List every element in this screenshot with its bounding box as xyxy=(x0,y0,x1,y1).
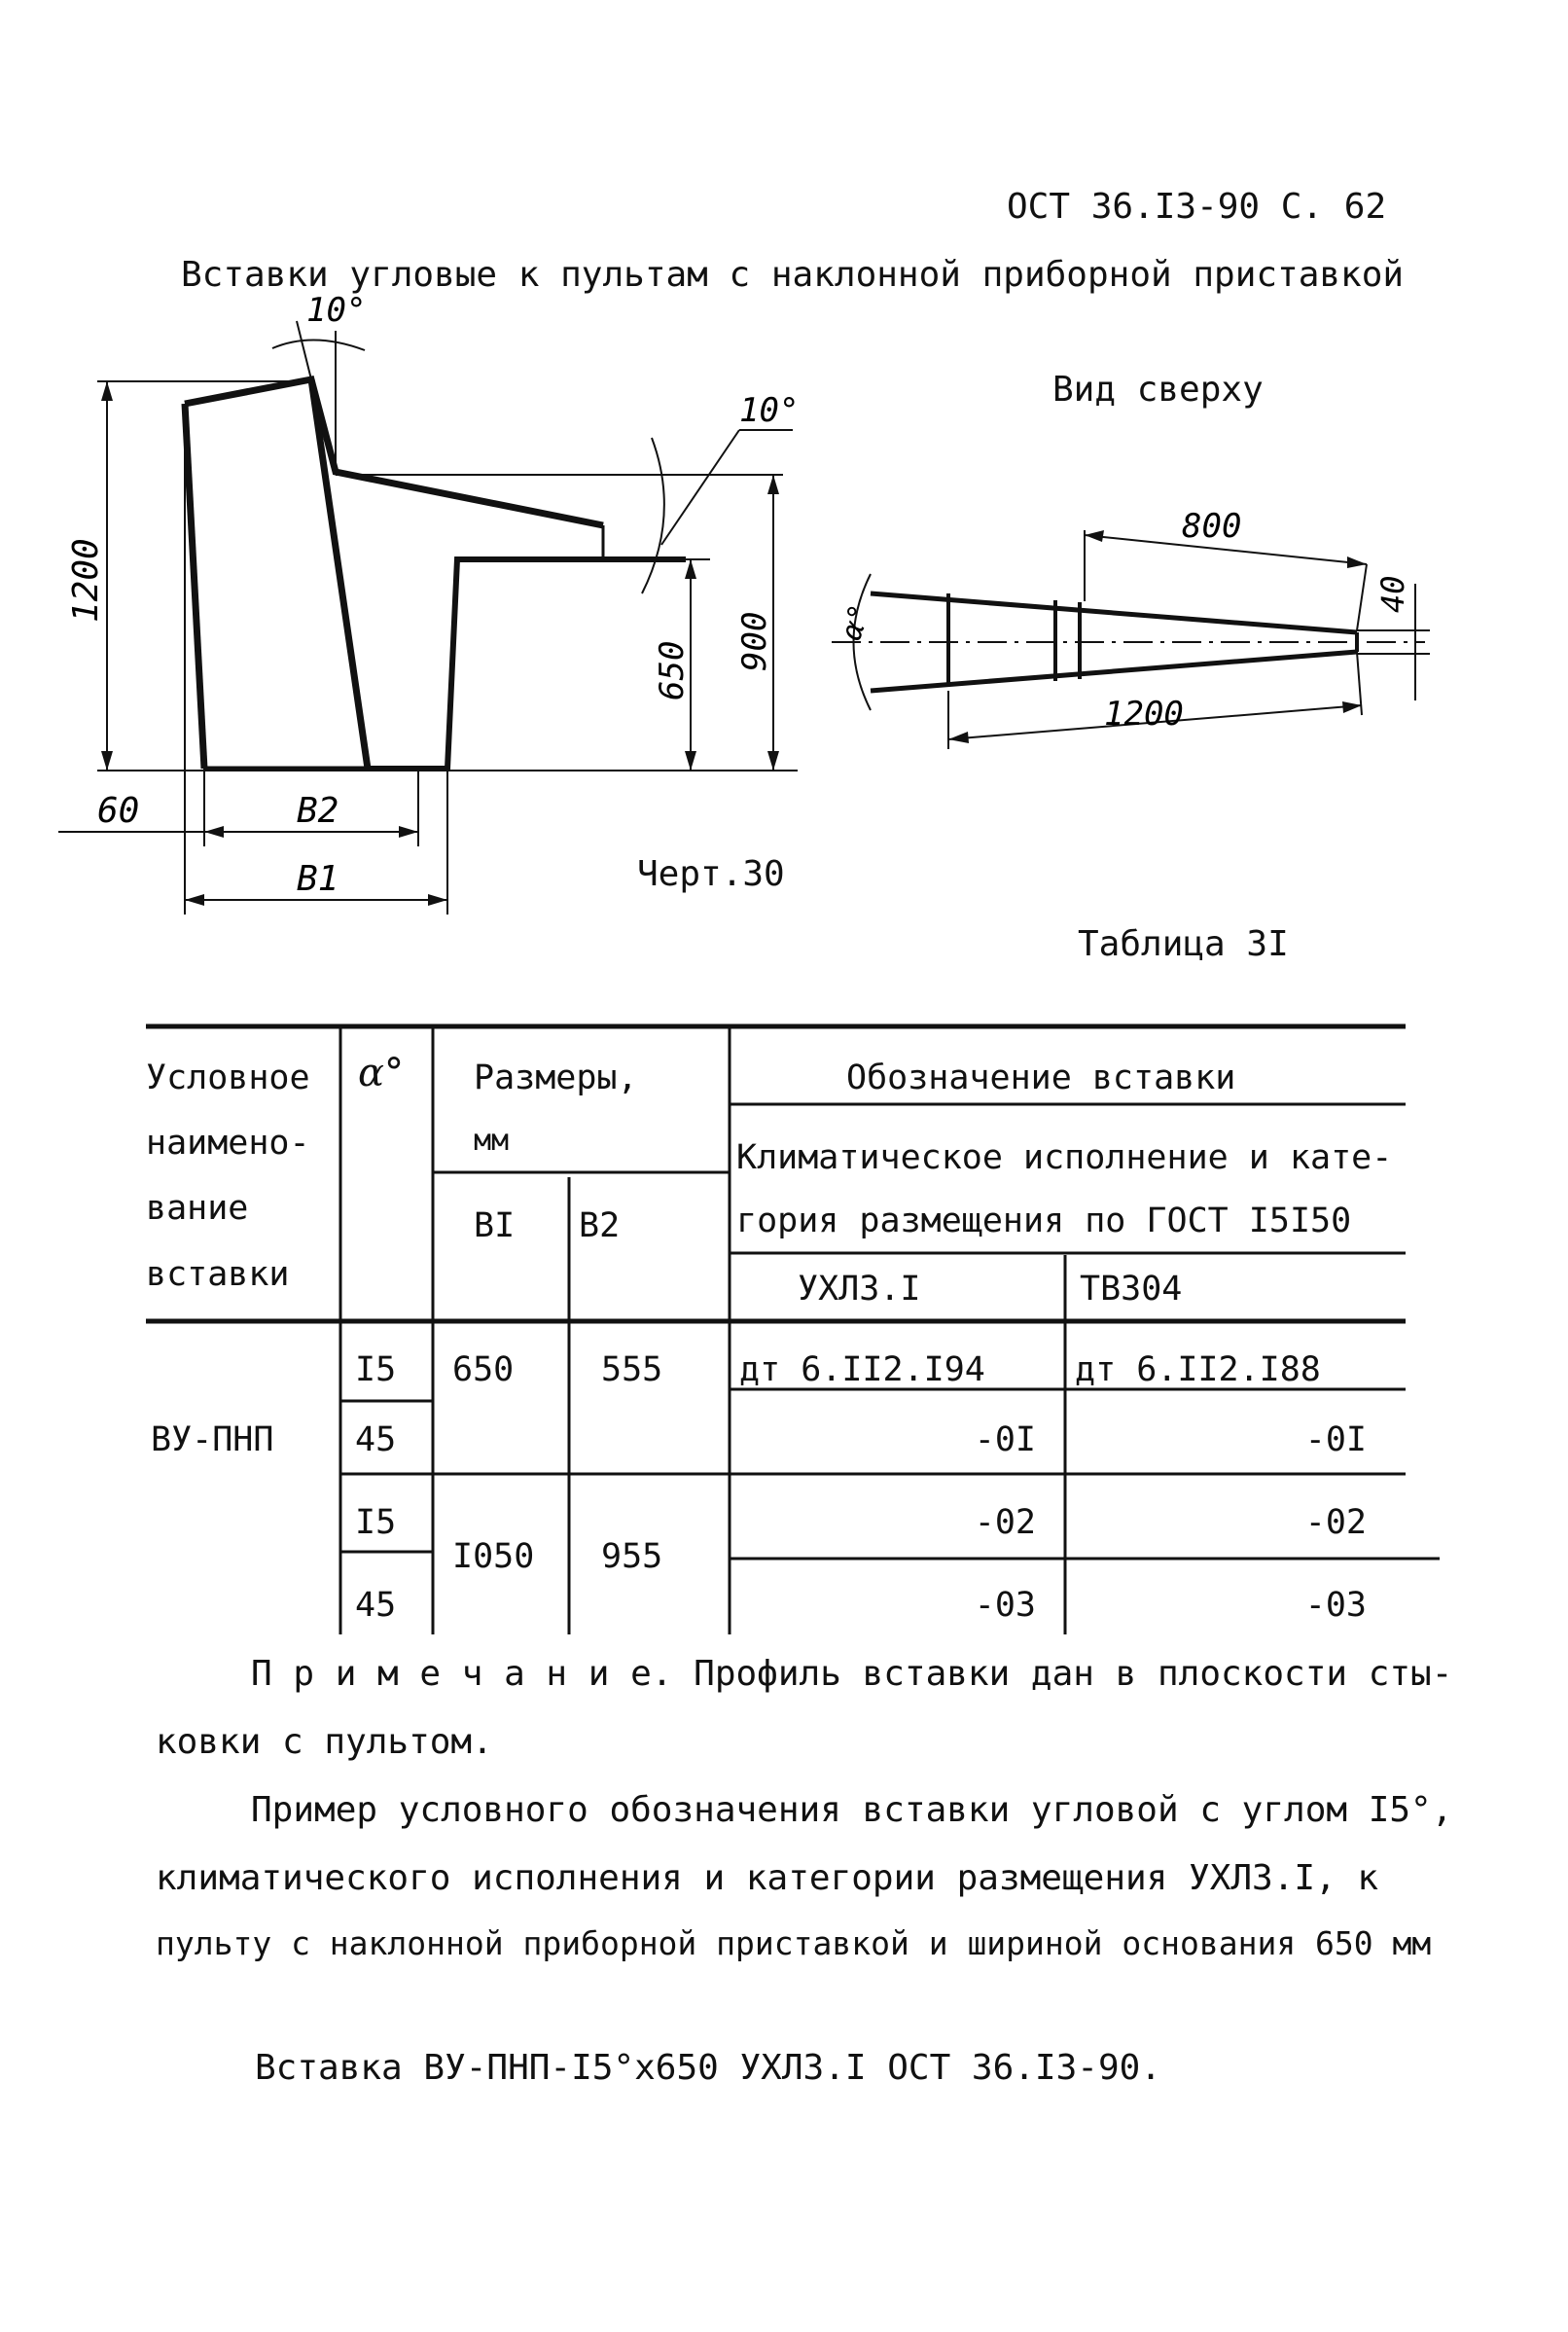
example-line-3: пульту с наклонной приборной приставкой и шириной основания 650 мм xyxy=(156,1924,1432,1962)
row-1-uhl: дт 6.II2.I94 xyxy=(739,1350,985,1389)
row-3-b2: 955 xyxy=(601,1537,663,1576)
profile-left-side xyxy=(185,404,204,769)
example-designation: Вставка ВУ-ПНП-I5°х650 УХЛ3.I ОСТ 36.I3-90. xyxy=(255,2048,1161,2088)
row-4-uhl: -03 xyxy=(974,1586,1036,1625)
header-b2: В2 xyxy=(579,1206,621,1245)
row-3-tv: -02 xyxy=(1304,1503,1367,1542)
header-col-uhl: УХЛ3.I xyxy=(798,1270,921,1309)
dim-b1: В1 xyxy=(297,859,339,899)
row-2-uhl: -0I xyxy=(974,1420,1036,1459)
row-4-alpha: 45 xyxy=(355,1586,397,1625)
row-1-b1: 650 xyxy=(452,1350,515,1389)
top-view-label: Вид сверху xyxy=(1052,370,1264,410)
dim-1200-top: 1200 xyxy=(1104,695,1184,734)
header-name-line-4: вставки xyxy=(146,1255,290,1294)
top-view-drawing xyxy=(812,506,1435,759)
angle-alpha-label: α° xyxy=(834,599,878,645)
header-climate-line-2: гория размещения по ГОСТ I5I50 xyxy=(736,1202,1352,1240)
row-4-tv: -03 xyxy=(1304,1586,1367,1625)
dim-650: 650 xyxy=(653,640,692,700)
header-sizes-line-1: Размеры, xyxy=(474,1058,638,1097)
row-2-tv: -0I xyxy=(1304,1420,1367,1459)
angle-top-label: 10° xyxy=(306,292,367,330)
row-1-tv: дт 6.II2.I88 xyxy=(1075,1350,1321,1389)
header-b1: ВI xyxy=(474,1206,516,1245)
profile-middle-side xyxy=(311,379,368,769)
dim-b2: В2 xyxy=(297,791,339,831)
angle-right-label: 10° xyxy=(739,391,800,430)
row-1-alpha: I5 xyxy=(355,1350,397,1389)
dim-800: 800 xyxy=(1182,507,1242,546)
row-name: ВУ-ПНП xyxy=(151,1420,274,1459)
row-3-alpha: I5 xyxy=(355,1503,397,1542)
header-sizes-line-2: мм xyxy=(474,1124,510,1158)
example-line-1: Пример условного обозначения вставки угловой с углом I5°, xyxy=(251,1790,1453,1830)
note-line-1: П р и м е ч а н и е. Профиль вставки дан в плоскости сты- xyxy=(251,1654,1453,1694)
header-climate-line-1: Климатическое исполнение и кате- xyxy=(736,1138,1393,1177)
profile-outline xyxy=(185,379,603,525)
table-label: Таблица 3I xyxy=(1078,924,1289,964)
note-line-2: ковки с пультом. xyxy=(156,1722,493,1762)
header-name-line-1: Условное xyxy=(146,1058,310,1097)
dim-60: 60 xyxy=(97,791,140,831)
page-title: Вставки угловые к пультам с наклонной приборной приставкой xyxy=(181,255,1405,295)
document-reference: ОСТ 36.I3-90 С. 62 xyxy=(1007,187,1387,227)
header-name-line-3: вание xyxy=(146,1189,249,1228)
header-designation: Обозначение вставки xyxy=(846,1058,1236,1097)
dim-900: 900 xyxy=(735,611,774,671)
dim-1200: 1200 xyxy=(66,538,106,623)
top-view-upper-edge xyxy=(871,593,1357,632)
row-1-b2: 555 xyxy=(601,1350,663,1389)
header-col-tv: ТВ304 xyxy=(1080,1270,1183,1309)
header-alpha: α° xyxy=(358,1051,405,1095)
profile-right-part xyxy=(368,559,686,769)
header-name-line-2: наимено- xyxy=(146,1124,310,1163)
row-2-alpha: 45 xyxy=(355,1420,397,1459)
dim-40: 40 xyxy=(1374,575,1411,613)
row-3-b1: I050 xyxy=(452,1537,535,1576)
drawing-caption: Черт.30 xyxy=(637,854,785,894)
example-line-2: климатического исполнения и категории размещения УХЛ3.I, к xyxy=(156,1858,1379,1898)
top-view-lower-edge xyxy=(871,652,1357,691)
row-3-uhl: -02 xyxy=(974,1503,1036,1542)
